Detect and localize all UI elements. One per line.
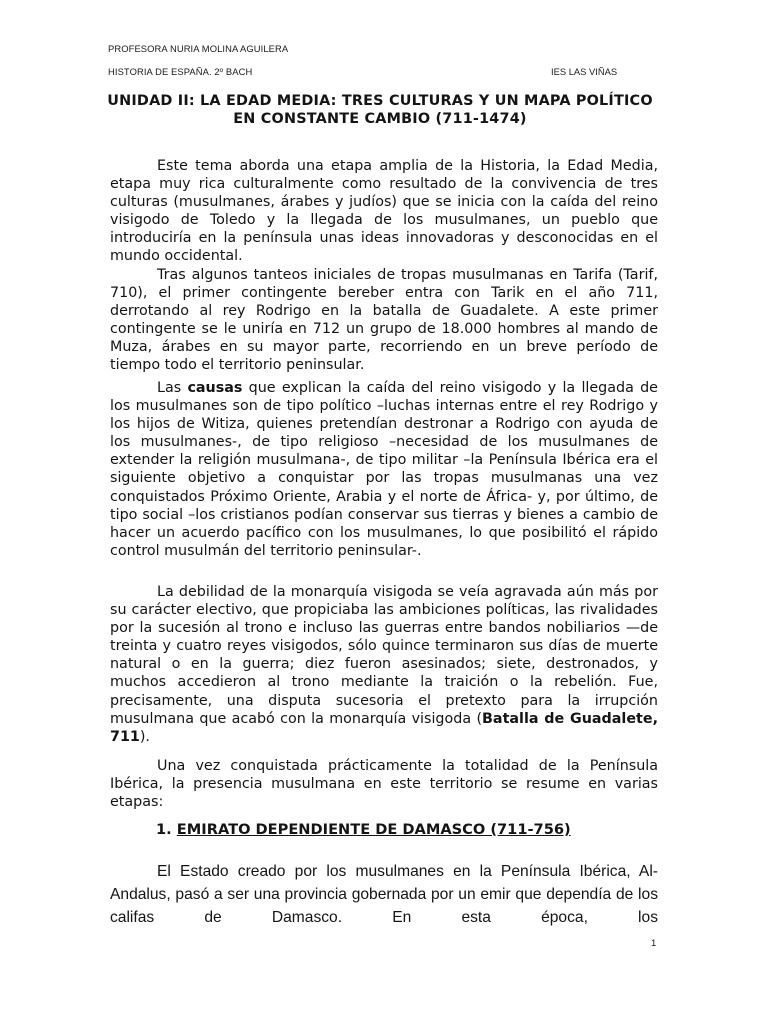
section-heading <box>156 821 571 838</box>
paragraph-weakness: La debilidad de la monarquía visigoda se veía agravada aún más por su carácter electivo, que propiciaba las ambiciones políticas, las rivalidades por la sucesión al trono e incluso las guerras entre bandos nobiliarios —de treinta y cuatro reyes visigodos, sólo quince terminaron sus días de muerte natural o en la guerra; diez fueron asesinados; siete, destronados, y muchos accedieron al trono mediante la traición o la rebelión. Fue, precisamente, una disputa sucesoria el pretexto para la irrupción musulmana que acabó con la monarquía visigoda (Batalla de Guadalete, 711). <box>110 584 658 745</box>
battle-emphasis: Batalla de Guadalete, 711 <box>110 710 658 745</box>
causes-emphasis: causas <box>187 380 243 396</box>
paragraph-conquest: Tras algunos tanteos iniciales de tropas musulmanas en Tarifa (Tarif, 710), el primer contingente bereber entra con Tarik en el año 711, derrotando al rey Rodrigo en la batalla de Guadalete. A este primer contingente se le uniría en 712 un grupo de 18.000 hombres al mando de Muza, árabes en su mayor parte, recorriendo en un breve período de tiempo todo el territorio peninsular. <box>110 267 658 374</box>
section-title: EMIRATO DEPENDIENTE DE DAMASCO (711-756) <box>176 821 571 838</box>
section-number: 1. <box>156 821 172 838</box>
header-author: PROFESORA NURIA MOLINA AGUILERA <box>108 43 289 54</box>
paragraph-stages: Una vez conquistada prácticamente la totalidad de la Península Ibérica, la presencia musulmana en este territorio se resume en varias etapas: <box>110 758 658 811</box>
header-course: HISTORIA DE ESPAÑA. 2º BACH <box>108 66 253 77</box>
paragraph-intro: Este tema aborda una etapa amplia de la Historia, la Edad Media, etapa muy rica culturalmente como resultado de la convivencia de tres culturas (musulmanes, árabes y judíos) que se inicia con la caída del reino visigodo de Toledo y la llegada de los musulmanes, un pueblo que introduciría en la península unas ideas innovadoras y desconocidas en el mundo occidental. <box>110 158 658 265</box>
paragraph-causes: Las causas que explican la caída del reino visigodo y la llegada de los musulmanes son de tipo político –luchas internas entre el rey Rodrigo y los hijos de Witiza, quienes pretendían destronar a Rodrigo con ayuda de los musulmanes-, de tipo religioso –necesidad de los musulmanes de extender la religión musulmana-, de tipo militar –la Península Ibérica era el siguiente objetivo a conquistar por las tropas musulmanas una vez conquistados Próximo Oriente, Arabia y el norte de África- y, por último, de tipo social –los cristianos podían conservar sus tierras y bienes a cambio de hacer un acuerdo pacífico con los musulmanes, lo que posibilitó el rápido control musulmán del territorio peninsular-. <box>110 380 658 559</box>
unit-title: UNIDAD II: LA EDAD MEDIA: TRES CULTURAS Y UN MAPA POLÍTICO EN CONSTANTE CAMBIO (711-1474) <box>107 93 653 127</box>
page-number: 1 <box>651 938 657 949</box>
header-school: IES LAS VIÑAS <box>551 66 618 77</box>
paragraph-emirate: El Estado creado por los musulmanes en la Península Ibérica, Al-Andalus, pasó a ser una provincia gobernada por un emir que dependía de los califas de Damasco. En esta época, los <box>110 863 658 926</box>
